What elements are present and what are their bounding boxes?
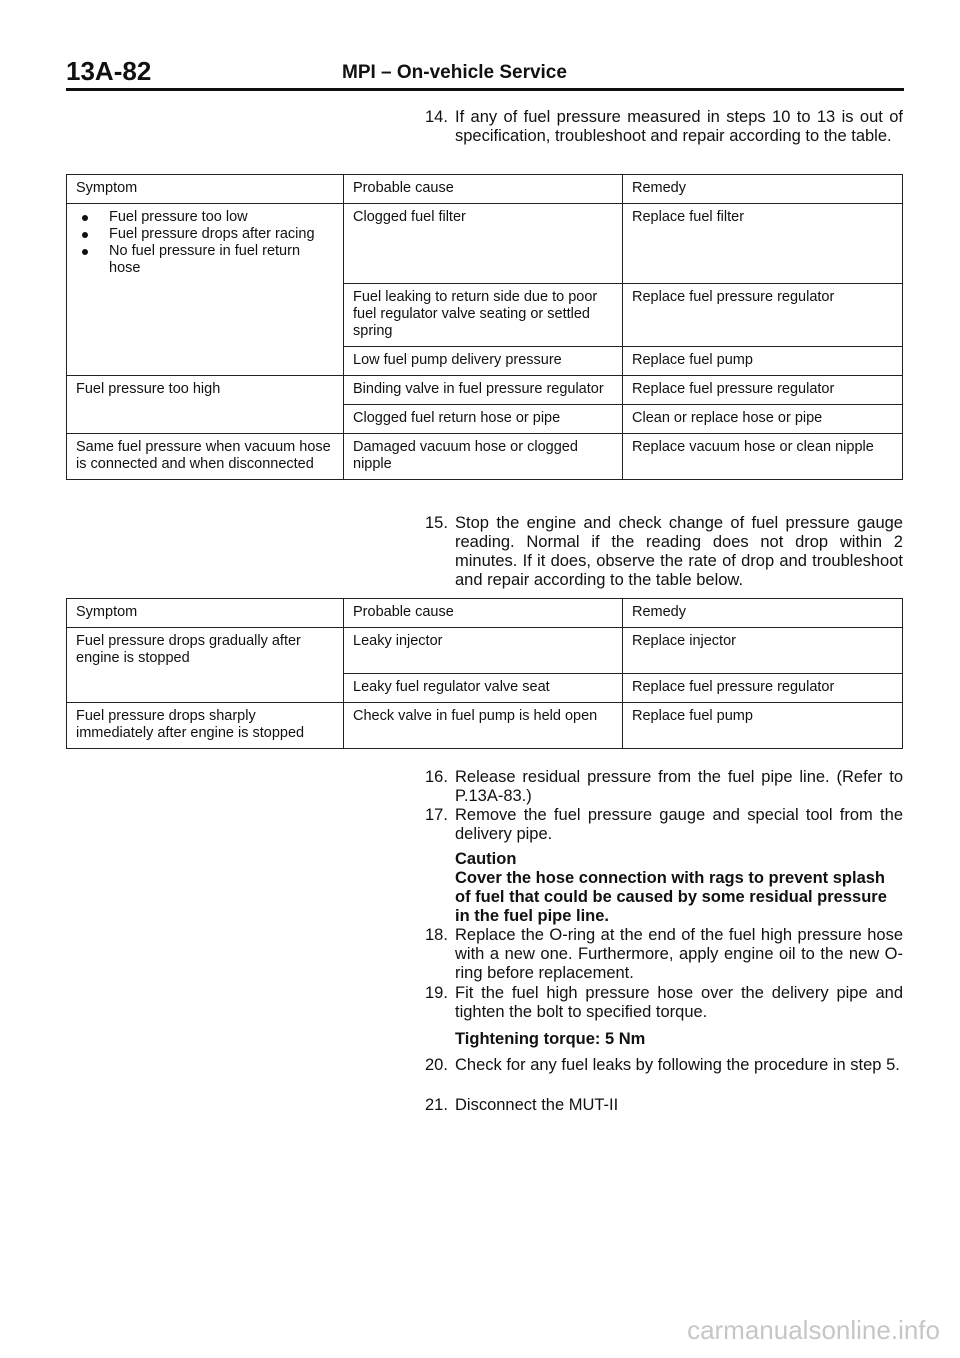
table-row — [67, 204, 903, 284]
page-header — [66, 56, 904, 92]
step-text: Stop the engine and check change of fuel pressure gauge reading. Normal if the reading does not drop within 2 minutes. If it does, observe the rate of drop and troubleshoot and repair according to the table below. — [455, 514, 903, 589]
step-21 — [425, 1096, 903, 1115]
header-symptom: Symptom — [67, 175, 344, 204]
step-17 — [425, 806, 903, 844]
troubleshoot-table-1 — [66, 174, 903, 480]
symptom-cell — [67, 204, 344, 284]
header-symptom: Symptom — [67, 599, 344, 628]
step-20 — [425, 1056, 903, 1075]
step-text: Remove the fuel pressure gauge and special tool from the delivery pipe. — [455, 806, 903, 843]
cause-cell: Binding valve in fuel pressure regulator — [344, 375, 623, 404]
step-text: Check for any fuel leaks by following the procedure in step 5. — [455, 1056, 900, 1074]
step-16 — [425, 768, 903, 806]
step-14 — [425, 108, 903, 146]
step-number: 14. — [425, 108, 448, 126]
header-cause: Probable cause — [344, 599, 623, 628]
cause-cell: Damaged vacuum hose or clogged nipple — [344, 433, 623, 479]
table-row — [67, 673, 903, 702]
remedy-cell: Replace fuel pump — [623, 702, 903, 748]
table-row — [67, 375, 903, 404]
page-number: 13A-82 — [66, 56, 152, 86]
step-text: If any of fuel pressure measured in steps 10 to 13 is out of specification, troubleshoot and repair according to the table. — [455, 108, 903, 145]
remedy-cell: Replace injector — [623, 628, 903, 674]
step-number: 21. — [425, 1096, 448, 1114]
cause-cell: Low fuel pump delivery pressure — [344, 346, 623, 375]
symptom-cell-cont — [67, 283, 344, 346]
remedy-cell: Replace fuel filter — [623, 204, 903, 284]
remedy-cell: Clean or replace hose or pipe — [623, 404, 903, 433]
cause-cell: Check valve in fuel pump is held open — [344, 702, 623, 748]
step-number: 15. — [425, 514, 448, 532]
header-remedy: Remedy — [623, 599, 903, 628]
symptom-cell-cont — [67, 673, 344, 702]
header-rule — [66, 88, 904, 91]
step-15 — [425, 514, 903, 590]
caution-note — [455, 850, 903, 926]
remedy-cell: Replace vacuum hose or clean nipple — [623, 433, 903, 479]
table-row — [67, 404, 903, 433]
step-number: 20. — [425, 1056, 448, 1074]
step-text: Fit the fuel high pressure hose over the delivery pipe and tighten the bolt to specified torque. — [455, 984, 903, 1021]
step-number: 18. — [425, 926, 448, 944]
table-row — [67, 283, 903, 346]
table-row — [67, 628, 903, 674]
section-title: MPI – On-vehicle Service — [342, 62, 567, 83]
header-remedy: Remedy — [623, 175, 903, 204]
step-number: 19. — [425, 984, 448, 1002]
symptom-cell-cont — [67, 404, 344, 433]
step-number: 16. — [425, 768, 448, 786]
remedy-cell: Replace fuel pump — [623, 346, 903, 375]
cause-cell: Fuel leaking to return side due to poor fuel regulator valve seating or settled spring — [344, 283, 623, 346]
caution-text: Cover the hose connection with rags to prevent splash of fuel that could be caused by some residual pressure in the fuel pipe line. — [455, 869, 887, 925]
watermark: carmanualsonline.info — [687, 1315, 940, 1345]
cause-cell: Leaky injector — [344, 628, 623, 674]
tightening-torque: Tightening torque: 5 Nm — [455, 1030, 646, 1048]
step-18 — [425, 926, 903, 983]
step-number: 17. — [425, 806, 448, 824]
symptom-cell: Same fuel pressure when vacuum hose is connected and when disconnected — [67, 433, 344, 479]
symptom-list — [76, 209, 335, 277]
symptom-cell-cont — [67, 346, 344, 375]
symptom-cell: Fuel pressure drops gradually after engine is stopped — [67, 628, 344, 674]
step-text: Release residual pressure from the fuel pipe line. (Refer to P.13A-83.) — [455, 768, 903, 805]
step-text: Disconnect the MUT-II — [455, 1096, 619, 1114]
caution-title: Caution — [455, 850, 517, 868]
remedy-cell: Replace fuel pressure regulator — [623, 375, 903, 404]
header-cause: Probable cause — [344, 175, 623, 204]
table-row — [67, 433, 903, 479]
step-text: Replace the O-ring at the end of the fuel high pressure hose with a new one. Furthermore, apply engine oil to the new O-ring before replacement. — [455, 926, 903, 982]
cause-cell: Leaky fuel regulator valve seat — [344, 673, 623, 702]
list-item: No fuel pressure in fuel return hose — [76, 243, 335, 277]
table-header-row — [67, 599, 903, 628]
table-header-row — [67, 175, 903, 204]
symptom-cell: Fuel pressure drops sharply immediately after engine is stopped — [67, 702, 344, 748]
remedy-cell: Replace fuel pressure regulator — [623, 283, 903, 346]
symptom-cell: Fuel pressure too high — [67, 375, 344, 404]
cause-cell: Clogged fuel return hose or pipe — [344, 404, 623, 433]
troubleshoot-table-2 — [66, 598, 903, 749]
cause-cell: Clogged fuel filter — [344, 204, 623, 284]
table-row — [67, 702, 903, 748]
list-item: Fuel pressure too low — [76, 209, 335, 226]
table-row — [67, 346, 903, 375]
remedy-cell: Replace fuel pressure regulator — [623, 673, 903, 702]
step-19 — [425, 984, 903, 1022]
list-item: Fuel pressure drops after racing — [76, 226, 335, 243]
